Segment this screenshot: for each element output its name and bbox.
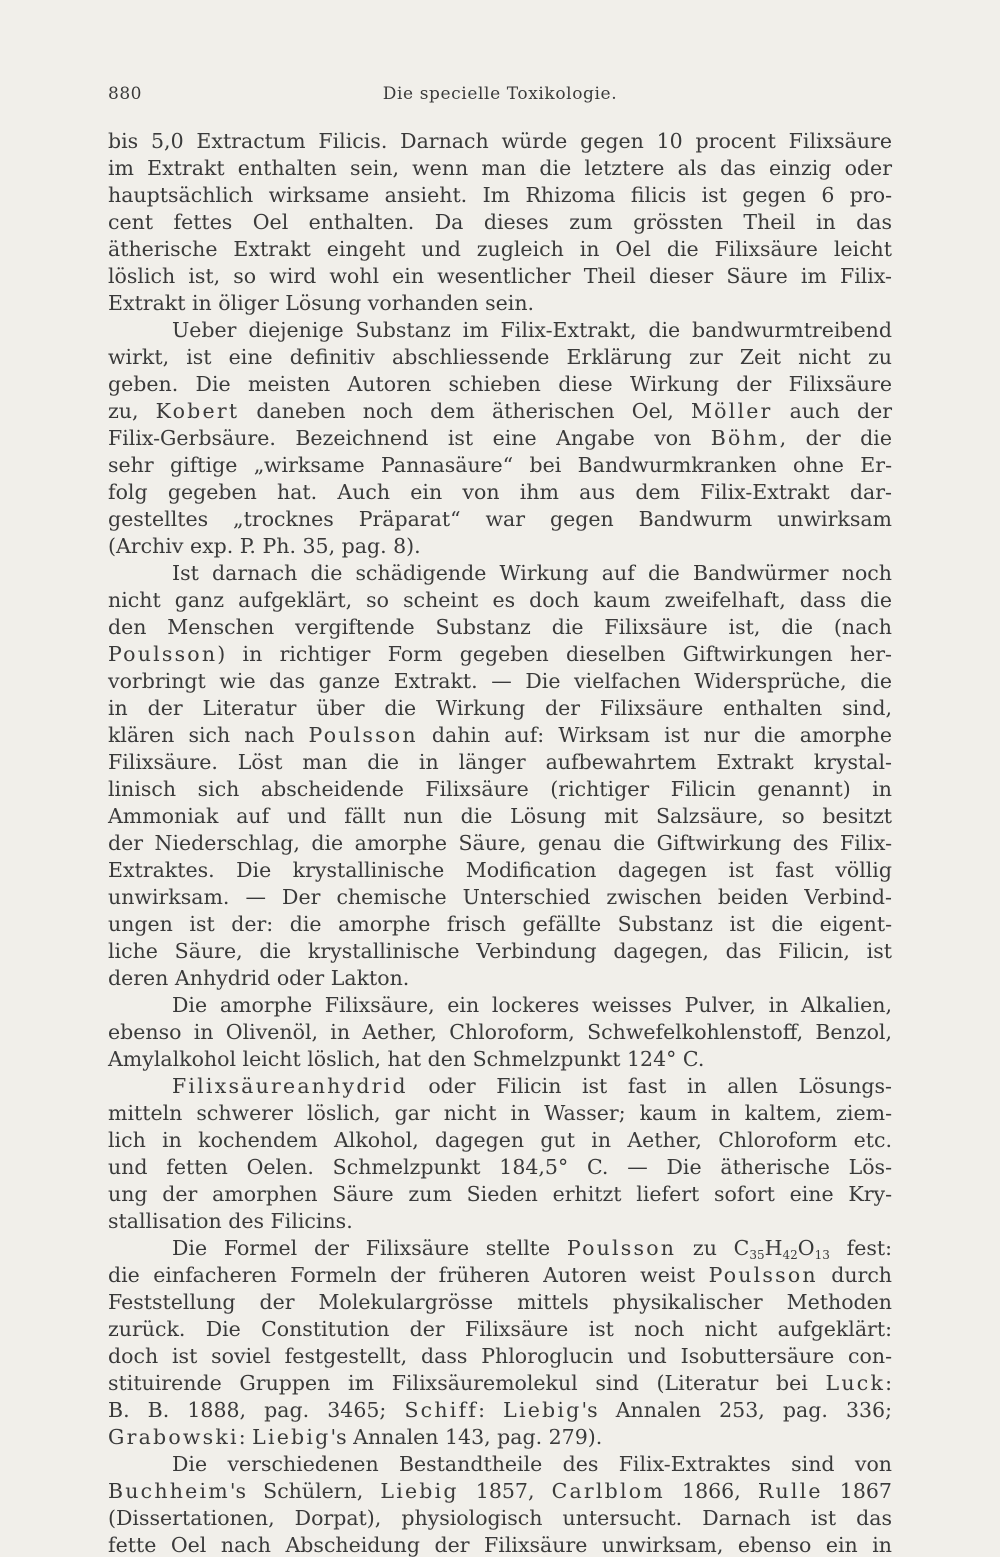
text-line: Buchheim's Schülern, Liebig 1857, Carlblom 1866, Rulle 1867 bbox=[108, 1479, 892, 1503]
text-line: linisch sich abscheidende Filixsäure (richtiger Filicin genannt) in bbox=[108, 777, 892, 801]
text-line: liche Säure, die krystallinische Verbindung dagegen, das Filicin, ist bbox=[108, 939, 892, 963]
text-line: unwirksam. — Der chemische Unterschied zwischen beiden Verbind- bbox=[108, 885, 892, 909]
text-line: sehr giftige „wirksame Pannasäure“ bei Bandwurmkranken ohne Er- bbox=[108, 453, 892, 477]
text-line: Die Formel der Filixsäure stellte Poulsson zu $C_{35}H_{42}O_{13}$ fest: bbox=[172, 1236, 892, 1262]
text-line: (Archiv exp. P. Ph. 35, pag. 8). bbox=[108, 534, 421, 558]
text-line: stituirende Gruppen im Filixsäuremolekul sind (Literatur bei Luck: bbox=[108, 1371, 892, 1395]
text-line: ung der amorphen Säure zum Sieden erhitzt liefert sofort eine Kry- bbox=[108, 1182, 892, 1206]
text-line: Filixsäure. Löst man die in länger aufbewahrtem Extrakt krystal- bbox=[108, 750, 892, 774]
text-line: doch ist soviel festgestellt, dass Phloroglucin und Isobuttersäure con- bbox=[108, 1344, 892, 1368]
text-line: der Niederschlag, die amorphe Säure, genau die Giftwirkung des Filix- bbox=[108, 831, 892, 855]
text-line: vorbringt wie das ganze Extrakt. — Die vielfachen Widersprüche, die bbox=[108, 669, 892, 693]
text-line: B. B. 1888, pag. 3465; Schiff: Liebig's Annalen 253, pag. 336; bbox=[108, 1398, 892, 1422]
text-line: stallisation des Filicins. bbox=[108, 1209, 353, 1233]
text-line: Filixsäureanhydrid oder Filicin ist fast in allen Lösungs- bbox=[172, 1074, 892, 1098]
text-line: und fetten Oelen. Schmelzpunkt 184,5° C. — Die ätherische Lös- bbox=[108, 1155, 892, 1179]
page-number: 880 bbox=[108, 84, 142, 104]
text-line: Extrakt in öliger Lösung vorhanden sein. bbox=[108, 291, 535, 315]
text-line: lich in kochendem Alkohol, dagegen gut in Aether, Chloroform etc. bbox=[108, 1128, 892, 1152]
text-line: Poulsson) in richtiger Form gegeben dieselben Giftwirkungen her- bbox=[108, 642, 892, 666]
text-line: hauptsächlich wirksame ansieht. Im Rhizoma filicis ist gegen 6 pro- bbox=[108, 183, 892, 207]
text-line: Ist darnach die schädigende Wirkung auf die Bandwürmer noch bbox=[172, 561, 892, 585]
text-line: den Menschen vergiftende Substanz die Filixsäure ist, die (nach bbox=[108, 615, 892, 639]
text-line: Feststellung der Molekulargrösse mittels physikalischer Methoden bbox=[108, 1290, 892, 1314]
text-line: wirkt, ist eine definitiv abschliessende Erklärung zur Zeit nicht zu bbox=[108, 345, 892, 369]
text-line: zurück. Die Constitution der Filixsäure ist noch nicht aufgeklärt: bbox=[108, 1317, 892, 1341]
text-line: Die amorphe Filixsäure, ein lockeres weisses Pulver, in Alkalien, bbox=[172, 993, 892, 1017]
text-line: geben. Die meisten Autoren schieben diese Wirkung der Filixsäure bbox=[108, 372, 892, 396]
text-line: ungen ist der: die amorphe frisch gefällte Substanz ist die eigent- bbox=[108, 912, 892, 936]
text-line: Filix-Gerbsäure. Bezeichnend ist eine Angabe von Böhm, der die bbox=[108, 426, 892, 450]
text-line: klären sich nach Poulsson dahin auf: Wirksam ist nur die amorphe bbox=[108, 723, 892, 747]
text-line: Ueber diejenige Substanz im Filix-Extrakt, die bandwurmtreibend bbox=[172, 318, 892, 342]
text-line: Extraktes. Die krystallinische Modification dagegen ist fast völlig bbox=[108, 858, 892, 882]
text-line: nicht ganz aufgeklärt, so scheint es doch kaum zweifelhaft, dass die bbox=[108, 588, 892, 612]
text-line: ätherische Extrakt eingeht und zugleich in Oel die Filixsäure leicht bbox=[108, 237, 892, 261]
text-line: Die verschiedenen Bestandtheile des Filix-Extraktes sind von bbox=[172, 1452, 892, 1476]
text-line: fette Oel nach Abscheidung der Filixsäure unwirksam, ebenso ein in bbox=[108, 1533, 892, 1557]
text-line: im Extrakt enthalten sein, wenn man die letztere als das einzig oder bbox=[108, 156, 892, 180]
text-line: deren Anhydrid oder Lakton. bbox=[108, 966, 410, 990]
text-line: Amylalkohol leicht löslich, hat den Schmelzpunkt 124° C. bbox=[108, 1047, 705, 1071]
text-line: die einfacheren Formeln der früheren Autoren weist Poulsson durch bbox=[108, 1263, 893, 1287]
running-title: Die specielle Toxikologie. bbox=[382, 84, 618, 104]
text-line: folg gegeben hat. Auch ein von ihm aus dem Filix-Extrakt dar- bbox=[108, 480, 892, 504]
text-line: (Dissertationen, Dorpat), physiologisch untersucht. Darnach ist das bbox=[108, 1506, 892, 1530]
text-line: cent fettes Oel enthalten. Da dieses zum grössten Theil in das bbox=[108, 210, 892, 234]
page-header bbox=[108, 84, 892, 112]
text-line: bis 5,0 Extractum Filicis. Darnach würde gegen 10 procent Filixsäure bbox=[108, 129, 892, 153]
text-line: Grabowski: Liebig's Annalen 143, pag. 279). bbox=[108, 1425, 603, 1449]
text-line: zu, Kobert daneben noch dem ätherischen Oel, Möller auch der bbox=[108, 399, 892, 423]
text-line: löslich ist, so wird wohl ein wesentlicher Theil dieser Säure im Filix- bbox=[108, 264, 892, 288]
text-line: ebenso in Olivenöl, in Aether, Chloroform, Schwefelkohlenstoff, Benzol, bbox=[108, 1020, 892, 1044]
text-line: gestelltes „trocknes Präparat“ war gegen Bandwurm unwirksam bbox=[108, 507, 892, 531]
text-line: in der Literatur über die Wirkung der Filixsäure enthalten sind, bbox=[108, 696, 892, 720]
text-line: mitteln schwerer löslich, gar nicht in Wasser; kaum in kaltem, ziem- bbox=[108, 1101, 892, 1125]
text-line: Ammoniak auf und fällt nun die Lösung mit Salzsäure, so besitzt bbox=[108, 804, 892, 828]
